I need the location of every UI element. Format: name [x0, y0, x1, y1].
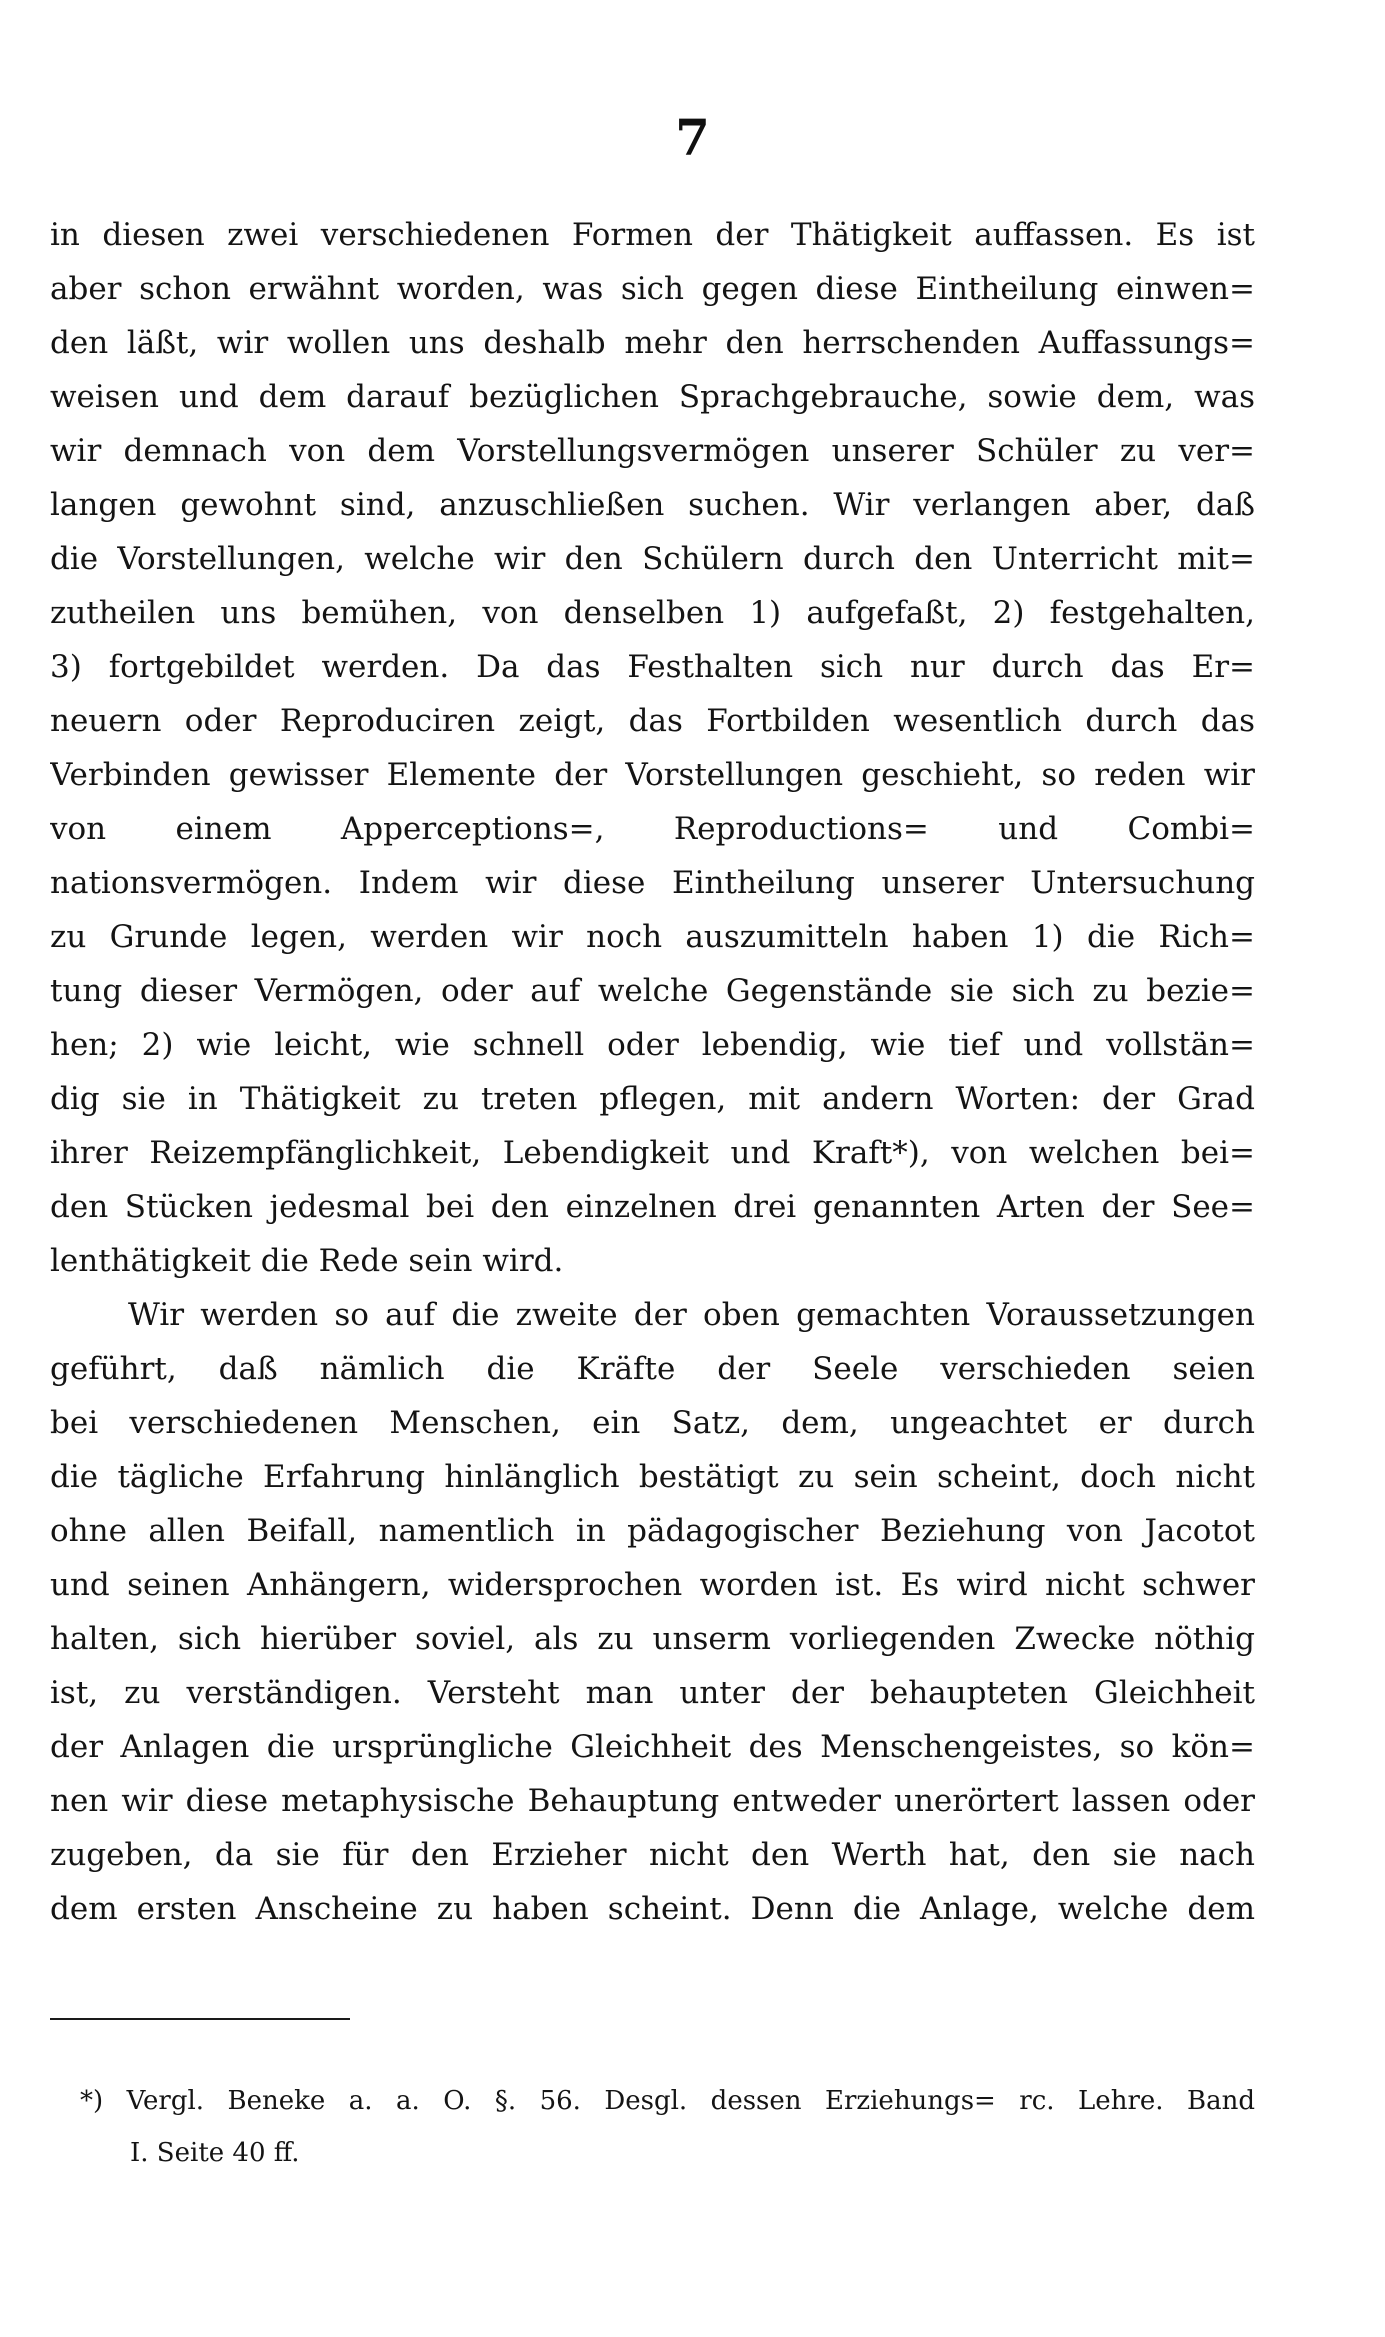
- text-line: nen wir diese metaphysische Behauptung entweder unerörtert lassen oder: [50, 1783, 1255, 1819]
- text-line: langen gewohnt sind, anzuschließen suchen. Wir verlangen aber, daß: [50, 487, 1255, 523]
- text-line: von einem Apperceptions=, Reproductions= und Combi=: [50, 811, 1255, 847]
- text-line: dig sie in Thätigkeit zu treten pflegen, mit andern Worten: der Grad: [50, 1081, 1255, 1117]
- body-text: [50, 208, 1255, 1936]
- text-line: aber schon erwähnt worden, was sich gegen diese Eintheilung einwen=: [50, 271, 1255, 307]
- text-line: hen; 2) wie leicht, wie schnell oder lebendig, wie tief und vollstän=: [50, 1027, 1255, 1063]
- text-line: 3) fortgebildet werden. Da das Festhalten sich nur durch das Er=: [50, 649, 1255, 685]
- footnote-line: I. Seite 40 ff.: [130, 2138, 300, 2168]
- text-line: die tägliche Erfahrung hinlänglich bestätigt zu sein scheint, doch nicht: [50, 1459, 1255, 1495]
- text-line: geführt, daß nämlich die Kräfte der Seele verschieden seien: [50, 1351, 1255, 1387]
- text-line: dem ersten Anscheine zu haben scheint. Denn die Anlage, welche dem: [50, 1891, 1255, 1927]
- text-line: ist, zu verständigen. Versteht man unter der behaupteten Gleichheit: [50, 1675, 1255, 1711]
- text-line: zugeben, da sie für den Erzieher nicht den Werth hat, den sie nach: [50, 1837, 1255, 1873]
- footnote-line: *) Vergl. Beneke a. a. O. §. 56. Desgl. dessen Erziehungs= rc. Lehre. Band: [80, 2086, 1255, 2116]
- text-line: in diesen zwei verschiedenen Formen der Thätigkeit auffassen. Es ist: [50, 217, 1255, 253]
- text-line: die Vorstellungen, welche wir den Schülern durch den Unterricht mit=: [50, 541, 1255, 577]
- text-line: bei verschiedenen Menschen, ein Satz, dem, ungeachtet er durch: [50, 1405, 1255, 1441]
- text-line: der Anlagen die ursprüngliche Gleichheit des Menschengeistes, so kön=: [50, 1729, 1255, 1765]
- text-line: und seinen Anhängern, widersprochen worden ist. Es wird nicht schwer: [50, 1567, 1255, 1603]
- text-line: zu Grunde legen, werden wir noch auszumitteln haben 1) die Rich=: [50, 919, 1255, 955]
- text-line: tung dieser Vermögen, oder auf welche Gegenstände sie sich zu bezie=: [50, 973, 1255, 1009]
- footnote-divider: [50, 2018, 350, 2020]
- text-line: ihrer Reizempfänglichkeit, Lebendigkeit und Kraft*), von welchen bei=: [50, 1135, 1255, 1171]
- text-line: halten, sich hierüber soviel, als zu unserm vorliegenden Zwecke nöthig: [50, 1621, 1255, 1657]
- text-line: nationsvermögen. Indem wir diese Eintheilung unserer Untersuchung: [50, 865, 1255, 901]
- text-line: den Stücken jedesmal bei den einzelnen drei genannten Arten der See=: [50, 1189, 1255, 1225]
- text-line: neuern oder Reproduciren zeigt, das Fortbilden wesentlich durch das: [50, 703, 1255, 739]
- footnote: [50, 2075, 1255, 2179]
- text-line: ohne allen Beifall, namentlich in pädagogischer Beziehung von Jacotot: [50, 1513, 1255, 1549]
- page-number: 7: [675, 108, 710, 167]
- text-line: zutheilen uns bemühen, von denselben 1) aufgefaßt, 2) festgehalten,: [50, 595, 1255, 631]
- text-line: weisen und dem darauf bezüglichen Sprachgebrauche, sowie dem, was: [50, 379, 1255, 415]
- text-line: Verbinden gewisser Elemente der Vorstellungen geschieht, so reden wir: [50, 757, 1255, 793]
- text-line: Wir werden so auf die zweite der oben gemachten Voraussetzungen: [128, 1297, 1255, 1333]
- text-line: den läßt, wir wollen uns deshalb mehr den herrschenden Auffassungs=: [50, 325, 1255, 361]
- text-line: lenthätigkeit die Rede sein wird.: [50, 1243, 564, 1279]
- text-line: wir demnach von dem Vorstellungsvermögen unserer Schüler zu ver=: [50, 433, 1255, 469]
